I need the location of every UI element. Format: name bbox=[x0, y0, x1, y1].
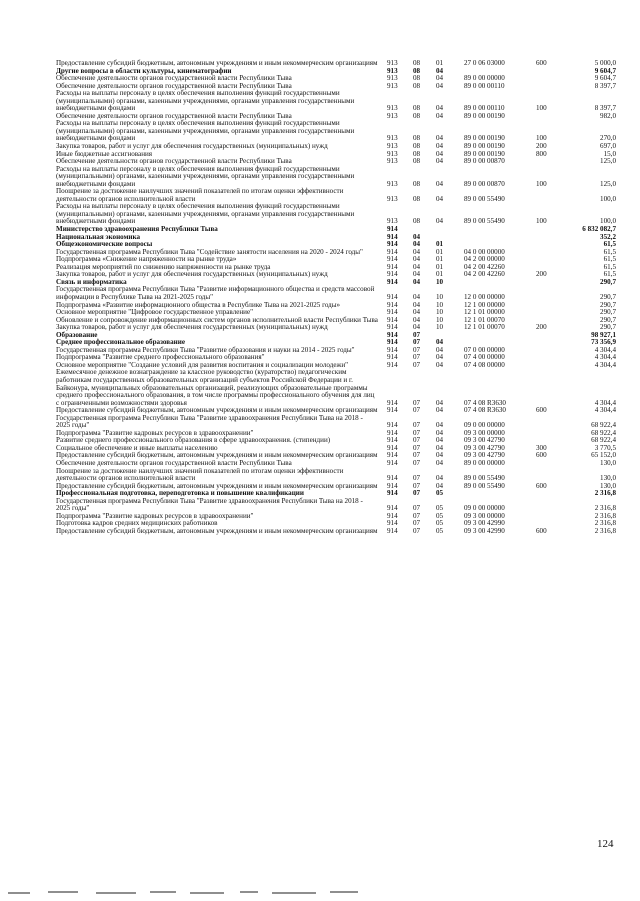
pr-cell: 04 bbox=[436, 398, 444, 407]
row-name: Обеспечение деятельности органов государственной власти Республики Тыва bbox=[56, 74, 292, 83]
row-name: Среднее профессиональное образование bbox=[56, 338, 185, 347]
ved-cell: 914 bbox=[387, 255, 398, 264]
pr-cell: 05 bbox=[436, 526, 444, 535]
amount-cell: 2 316,8 bbox=[594, 519, 616, 528]
amount-cell: 697,0 bbox=[600, 142, 616, 151]
row-name: Расходы на выплаты персоналу в целях обеспечения выполнения функций государственными (муниципальными) органами, казенными учреждениями, органами управления государственными внебюджетными фондами bbox=[56, 119, 355, 143]
pr-cell: 04 bbox=[436, 179, 444, 188]
amount-cell: 68 922,4 bbox=[591, 436, 616, 445]
rz-cell: 07 bbox=[413, 330, 421, 339]
row-name: Ежемесячное денежное вознаграждение за классное руководство (кураторство) педагогическим работникам государственных образовательных организаций субъектов Российской Федерации и г. Байконура, муниципальных образовательных организаций, реализующих образовательные программы среднего профессионального образования, в том числе программы профессионального обучения для лиц с ограниченными возможностями здоровья bbox=[56, 368, 375, 407]
pr-cell: 04 bbox=[436, 353, 444, 362]
rz-cell: 04 bbox=[413, 300, 421, 309]
ved-cell: 914 bbox=[387, 474, 398, 483]
table-row bbox=[56, 415, 616, 430]
rz-cell: 07 bbox=[413, 451, 421, 460]
csr-cell: 04 2 00 42260 bbox=[464, 270, 505, 279]
csr-cell: 12 1 01 00070 bbox=[464, 315, 505, 324]
amount-cell: 9 604,7 bbox=[594, 74, 616, 83]
pr-cell: 04 bbox=[436, 81, 444, 90]
amount-cell: 2 316,8 bbox=[594, 504, 616, 513]
pr-cell: 04 bbox=[436, 428, 444, 437]
csr-cell: 89 0 00 00870 bbox=[464, 179, 505, 188]
ved-cell: 913 bbox=[387, 111, 398, 120]
table-row bbox=[56, 166, 616, 189]
ved-cell: 914 bbox=[387, 247, 398, 256]
csr-cell: 89 0 00 55490 bbox=[464, 481, 505, 490]
csr-cell: 04 2 00 42260 bbox=[464, 262, 505, 271]
table-row bbox=[56, 188, 616, 203]
amount-cell: 982,0 bbox=[600, 111, 616, 120]
csr-cell: 09 3 00 00000 bbox=[464, 428, 505, 437]
ved-cell: 914 bbox=[387, 300, 398, 309]
csr-cell: 12 1 01 00000 bbox=[464, 308, 505, 317]
row-name: Подпрограмма «Развитие информационного общества в Республике Тыва на 2021-2025 годы» bbox=[56, 300, 341, 309]
csr-cell: 89 0 00 55490 bbox=[464, 217, 505, 226]
csr-cell: 89 0 00 55490 bbox=[464, 474, 505, 483]
ved-cell: 914 bbox=[387, 489, 398, 498]
row-name: Расходы на выплаты персоналу в целях обеспечения выполнения функций государственными (муниципальными) органами, казенными учреждениями, органами управления государственными внебюджетными фондами bbox=[56, 164, 355, 188]
row-name: Обеспечение деятельности органов государственной власти Республики Тыва bbox=[56, 111, 292, 120]
table-row bbox=[56, 468, 616, 483]
row-name: Подготовка кадров средних медицинских работников bbox=[56, 519, 218, 528]
amount-cell: 6 832 082,7 bbox=[582, 225, 616, 234]
ved-cell: 913 bbox=[387, 149, 398, 158]
vr-cell: 600 bbox=[536, 526, 547, 535]
rz-cell: 07 bbox=[413, 474, 421, 483]
row-name: Подпрограмма «Снижение напряженности на рынке труда» bbox=[56, 255, 237, 264]
amount-cell: 9 604,7 bbox=[594, 66, 616, 75]
amount-cell: 125,0 bbox=[600, 179, 616, 188]
ved-cell: 913 bbox=[387, 81, 398, 90]
pr-cell: 04 bbox=[436, 149, 444, 158]
rz-cell: 07 bbox=[413, 421, 421, 430]
ved-cell: 914 bbox=[387, 481, 398, 490]
pr-cell: 05 bbox=[436, 519, 444, 528]
ved-cell: 914 bbox=[387, 428, 398, 437]
ved-cell: 913 bbox=[387, 74, 398, 83]
row-name: Предоставление субсидий бюджетным, автономным учреждениям и иным некоммерческим организациям bbox=[56, 451, 378, 460]
row-name: Другие вопросы в области культуры, кинематографии bbox=[56, 66, 232, 75]
table-row bbox=[56, 226, 616, 234]
vr-cell: 600 bbox=[536, 481, 547, 490]
csr-cell: 09 3 00 42790 bbox=[464, 443, 505, 452]
pr-cell: 05 bbox=[436, 489, 444, 498]
row-name: Закупка товаров, работ и услуг для обеспечения государственных (муниципальных) нужд bbox=[56, 270, 328, 279]
row-name: Государственная программа Республики Тыва "Развитие здравоохранения Республики Тыва на 2018 - 2025 годы" bbox=[56, 413, 363, 430]
csr-cell: 04 0 00 00000 bbox=[464, 247, 505, 256]
csr-cell: 09 3 00 42790 bbox=[464, 451, 505, 460]
pr-cell: 04 bbox=[436, 104, 444, 113]
rz-cell: 08 bbox=[413, 157, 421, 166]
rz-cell: 04 bbox=[413, 323, 421, 332]
amount-cell: 68 922,4 bbox=[591, 421, 616, 430]
pr-cell: 04 bbox=[436, 74, 444, 83]
csr-cell: 04 2 00 00000 bbox=[464, 255, 505, 264]
ved-cell: 913 bbox=[387, 179, 398, 188]
csr-cell: 89 0 00 00870 bbox=[464, 157, 505, 166]
vr-cell: 600 bbox=[536, 406, 547, 415]
amount-cell: 98 927,1 bbox=[591, 330, 616, 339]
table-row bbox=[56, 90, 616, 113]
amount-cell: 61,5 bbox=[603, 240, 616, 249]
csr-cell: 89 0 00 00000 bbox=[464, 458, 505, 467]
amount-cell: 61,5 bbox=[603, 262, 616, 271]
vr-cell: 200 bbox=[536, 323, 547, 332]
rz-cell: 07 bbox=[413, 353, 421, 362]
rz-cell: 08 bbox=[413, 149, 421, 158]
amount-cell: 65 152,0 bbox=[591, 451, 616, 460]
row-name: Предоставление субсидий бюджетным, автономным учреждениям и иным некоммерческим организациям bbox=[56, 481, 378, 490]
amount-cell: 4 304,4 bbox=[594, 406, 616, 415]
csr-cell: 89 0 00 00190 bbox=[464, 149, 505, 158]
row-name: Предоставление субсидий бюджетным, автономным учреждениям и иным некоммерческим организациям bbox=[56, 59, 378, 67]
amount-cell: 68 922,4 bbox=[591, 428, 616, 437]
rz-cell: 04 bbox=[413, 292, 421, 301]
amount-cell: 100,0 bbox=[600, 194, 616, 203]
ved-cell: 914 bbox=[387, 262, 398, 271]
rz-cell: 07 bbox=[413, 489, 421, 498]
amount-cell: 290,7 bbox=[600, 315, 616, 324]
amount-cell: 73 356,9 bbox=[591, 338, 616, 347]
ved-cell: 914 bbox=[387, 511, 398, 520]
pr-cell: 05 bbox=[436, 511, 444, 520]
amount-cell: 61,5 bbox=[603, 255, 616, 264]
pr-cell: 01 bbox=[436, 255, 444, 264]
rz-cell: 08 bbox=[413, 59, 421, 67]
pr-cell: 04 bbox=[436, 481, 444, 490]
amount-cell: 290,7 bbox=[600, 277, 616, 286]
row-name: Государственная программа Республики Тыва "Развитие здравоохранения Республики Тыва на 2018 - 2025 годы" bbox=[56, 496, 363, 513]
ved-cell: 914 bbox=[387, 308, 398, 317]
pr-cell: 10 bbox=[436, 308, 444, 317]
ved-cell: 914 bbox=[387, 315, 398, 324]
ved-cell: 914 bbox=[387, 519, 398, 528]
pr-cell: 10 bbox=[436, 292, 444, 301]
row-name: Расходы на выплаты персоналу в целях обеспечения выполнения функций государственными (муниципальными) органами, казенными учреждениями, органами управления государственными внебюджетными фондами bbox=[56, 89, 355, 113]
ved-cell: 914 bbox=[387, 338, 398, 347]
vr-cell: 200 bbox=[536, 142, 547, 151]
amount-cell: 4 304,4 bbox=[594, 360, 616, 369]
ved-cell: 914 bbox=[387, 330, 398, 339]
row-name: Подпрограмма "Развитие среднего профессионального образования" bbox=[56, 353, 265, 362]
rz-cell: 08 bbox=[413, 81, 421, 90]
row-name: Образование bbox=[56, 330, 98, 339]
amount-cell: 2 316,8 bbox=[594, 489, 616, 498]
csr-cell: 09 3 00 42990 bbox=[464, 526, 505, 535]
amount-cell: 290,7 bbox=[600, 308, 616, 317]
row-name: Поощрение за достижение наилучших значений показателей по итогам оценки эффективности деятельности органов исполнительной власти bbox=[56, 187, 344, 203]
pr-cell: 10 bbox=[436, 300, 444, 309]
row-name: Закупка товаров, работ и услуг для обеспечения государственных (муниципальных) нужд bbox=[56, 142, 328, 151]
row-name: Министерство здравоохранения Республики Тыва bbox=[56, 225, 218, 234]
row-name: Общеэкономические вопросы bbox=[56, 240, 153, 249]
ved-cell: 913 bbox=[387, 104, 398, 113]
pr-cell: 10 bbox=[436, 323, 444, 332]
ved-cell: 913 bbox=[387, 59, 398, 67]
csr-cell: 89 0 00 00190 bbox=[464, 111, 505, 120]
amount-cell: 2 316,8 bbox=[594, 511, 616, 520]
pr-cell: 04 bbox=[436, 474, 444, 483]
csr-cell: 07 4 00 00000 bbox=[464, 353, 505, 362]
row-name: Подпрограмма "Развитие кадровых ресурсов в здравоохранении" bbox=[56, 511, 254, 520]
csr-cell: 89 0 00 00190 bbox=[464, 142, 505, 151]
rz-cell: 08 bbox=[413, 111, 421, 120]
ved-cell: 914 bbox=[387, 504, 398, 513]
table-row bbox=[56, 324, 616, 332]
row-name: Реализация мероприятий по снижению напряженности на рынке труда bbox=[56, 262, 271, 271]
row-name: Профессиональная подготовка, переподготовка и повышение квалификации bbox=[56, 489, 304, 498]
rz-cell: 04 bbox=[413, 315, 421, 324]
rz-cell: 07 bbox=[413, 526, 421, 535]
ved-cell: 914 bbox=[387, 458, 398, 467]
ved-cell: 914 bbox=[387, 292, 398, 301]
pr-cell: 01 bbox=[436, 59, 444, 67]
row-name: Предоставление субсидий бюджетным, автономным учреждениям и иным некоммерческим организациям bbox=[56, 526, 378, 535]
row-name: Основное мероприятие "Создание условий для развития воспитания и социализации молодежи" bbox=[56, 360, 349, 369]
vr-cell: 200 bbox=[536, 270, 547, 279]
row-name: Социальное обеспечение и иные выплаты населению bbox=[56, 443, 218, 452]
pr-cell: 10 bbox=[436, 315, 444, 324]
table-row bbox=[56, 203, 616, 226]
pr-cell: 04 bbox=[436, 111, 444, 120]
row-name: Государственная программа Республики Тыва "Развитие информационного общества и средств массовой информации в Республике Тыва на 2021-2025 годы" bbox=[56, 285, 375, 301]
amount-cell: 3 770,5 bbox=[594, 443, 616, 452]
rz-cell: 07 bbox=[413, 398, 421, 407]
amount-cell: 8 397,7 bbox=[594, 104, 616, 113]
pr-cell: 04 bbox=[436, 436, 444, 445]
vr-cell: 100 bbox=[536, 134, 547, 143]
row-name: Обновление и сопровождение информационных систем органов исполнительной власти Республики Тыва bbox=[56, 315, 378, 324]
csr-cell: 27 0 06 03000 bbox=[464, 59, 505, 67]
ved-cell: 913 bbox=[387, 142, 398, 151]
rz-cell: 07 bbox=[413, 504, 421, 513]
row-name: Подпрограмма "Развитие кадровых ресурсов в здравоохранении" bbox=[56, 428, 254, 437]
rz-cell: 04 bbox=[413, 270, 421, 279]
pr-cell: 04 bbox=[436, 458, 444, 467]
rz-cell: 07 bbox=[413, 481, 421, 490]
rz-cell: 07 bbox=[413, 345, 421, 354]
amount-cell: 290,7 bbox=[600, 323, 616, 332]
ved-cell: 914 bbox=[387, 526, 398, 535]
rz-cell: 04 bbox=[413, 255, 421, 264]
row-name: Предоставление субсидий бюджетным, автономным учреждениям и иным некоммерческим организациям bbox=[56, 406, 378, 415]
rz-cell: 08 bbox=[413, 74, 421, 83]
vr-cell: 100 bbox=[536, 179, 547, 188]
csr-cell: 89 0 00 00000 bbox=[464, 74, 505, 83]
ved-cell: 913 bbox=[387, 217, 398, 226]
csr-cell: 89 0 00 00110 bbox=[464, 104, 505, 113]
rz-cell: 07 bbox=[413, 436, 421, 445]
table-row bbox=[56, 369, 616, 407]
amount-cell: 5 000,0 bbox=[594, 59, 616, 67]
row-name: Обеспечение деятельности органов государственной власти Республики Тыва bbox=[56, 458, 292, 467]
csr-cell: 09 3 00 42790 bbox=[464, 436, 505, 445]
ved-cell: 913 bbox=[387, 157, 398, 166]
amount-cell: 4 304,4 bbox=[594, 398, 616, 407]
pr-cell: 04 bbox=[436, 451, 444, 460]
csr-cell: 09 0 00 00000 bbox=[464, 504, 505, 513]
rz-cell: 04 bbox=[413, 308, 421, 317]
ved-cell: 914 bbox=[387, 345, 398, 354]
rz-cell: 08 bbox=[413, 66, 421, 75]
row-name: Основное мероприятие "Цифровое государственное управление" bbox=[56, 308, 254, 317]
rz-cell: 08 bbox=[413, 217, 421, 226]
ved-cell: 913 bbox=[387, 134, 398, 143]
row-name: Связь и информатика bbox=[56, 277, 127, 286]
pr-cell: 04 bbox=[436, 157, 444, 166]
ved-cell: 913 bbox=[387, 66, 398, 75]
csr-cell: 89 0 00 00110 bbox=[464, 81, 505, 90]
pr-cell: 04 bbox=[436, 338, 444, 347]
ved-cell: 914 bbox=[387, 360, 398, 369]
ved-cell: 914 bbox=[387, 277, 398, 286]
csr-cell: 89 0 00 00190 bbox=[464, 134, 505, 143]
pr-cell: 04 bbox=[436, 443, 444, 452]
vr-cell: 600 bbox=[536, 59, 547, 67]
table-row bbox=[56, 528, 616, 536]
ved-cell: 914 bbox=[387, 225, 398, 234]
csr-cell: 12 1 00 00000 bbox=[464, 300, 505, 309]
rz-cell: 07 bbox=[413, 519, 421, 528]
ved-cell: 914 bbox=[387, 421, 398, 430]
rz-cell: 08 bbox=[413, 104, 421, 113]
amount-cell: 4 304,4 bbox=[594, 345, 616, 354]
pr-cell: 04 bbox=[436, 142, 444, 151]
page-number: 124 bbox=[597, 838, 614, 850]
amount-cell: 125,0 bbox=[600, 157, 616, 166]
csr-cell: 09 3 00 42990 bbox=[464, 519, 505, 528]
rz-cell: 08 bbox=[413, 134, 421, 143]
pr-cell: 04 bbox=[436, 134, 444, 143]
amount-cell: 130,0 bbox=[600, 458, 616, 467]
pr-cell: 04 bbox=[436, 421, 444, 430]
amount-cell: 130,0 bbox=[600, 481, 616, 490]
csr-cell: 07 0 00 00000 bbox=[464, 345, 505, 354]
row-name: Развитие среднего профессионального образования в сфере здравоохранения. (стипендии) bbox=[56, 436, 331, 445]
amount-cell: 61,5 bbox=[603, 247, 616, 256]
rz-cell: 04 bbox=[413, 240, 421, 249]
ved-cell: 914 bbox=[387, 436, 398, 445]
pr-cell: 01 bbox=[436, 262, 444, 271]
ved-cell: 914 bbox=[387, 451, 398, 460]
amount-cell: 100,0 bbox=[600, 217, 616, 226]
rz-cell: 07 bbox=[413, 511, 421, 520]
amount-cell: 4 304,4 bbox=[594, 353, 616, 362]
ved-cell: 914 bbox=[387, 323, 398, 332]
ved-cell: 914 bbox=[387, 353, 398, 362]
ved-cell: 914 bbox=[387, 398, 398, 407]
pr-cell: 01 bbox=[436, 270, 444, 279]
row-name: Обеспечение деятельности органов государственной власти Республики Тыва bbox=[56, 81, 292, 90]
table-row bbox=[56, 286, 616, 301]
pr-cell: 01 bbox=[436, 240, 444, 249]
amount-cell: 352,2 bbox=[600, 232, 616, 241]
row-name: Обеспечение деятельности органов государственной власти Республики Тыва bbox=[56, 157, 292, 166]
pr-cell: 04 bbox=[436, 406, 444, 415]
pr-cell: 04 bbox=[436, 66, 444, 75]
budget-table bbox=[56, 60, 616, 535]
vr-cell: 600 bbox=[536, 451, 547, 460]
row-name: Национальная экономика bbox=[56, 232, 141, 241]
vr-cell: 100 bbox=[536, 217, 547, 226]
ved-cell: 914 bbox=[387, 406, 398, 415]
vr-cell: 800 bbox=[536, 149, 547, 158]
row-name: Иные бюджетные ассигнования bbox=[56, 149, 153, 158]
rz-cell: 08 bbox=[413, 179, 421, 188]
pr-cell: 05 bbox=[436, 504, 444, 513]
rz-cell: 07 bbox=[413, 458, 421, 467]
row-name: Государственная программа Республики Тыва "Содействие занятости населения на 2020 - 2024 годы" bbox=[56, 247, 363, 256]
ved-cell: 913 bbox=[387, 194, 398, 203]
rz-cell: 08 bbox=[413, 194, 421, 203]
csr-cell: 07 4 08 R3630 bbox=[464, 398, 506, 407]
rz-cell: 07 bbox=[413, 360, 421, 369]
row-name: Расходы на выплаты персоналу в целях обеспечения выполнения функций государственными (муниципальными) органами, казенными учреждениями, органами управления государственными внебюджетными фондами bbox=[56, 202, 355, 226]
ved-cell: 914 bbox=[387, 232, 398, 241]
ved-cell: 914 bbox=[387, 443, 398, 452]
ved-cell: 914 bbox=[387, 270, 398, 279]
row-name: Государственная программа Республики Тыва "Развитие образования и науки на 2014 - 2025 годы" bbox=[56, 345, 355, 354]
rz-cell: 04 bbox=[413, 247, 421, 256]
csr-cell: 12 0 00 00000 bbox=[464, 292, 505, 301]
pr-cell: 10 bbox=[436, 277, 444, 286]
vr-cell: 300 bbox=[536, 443, 547, 452]
vr-cell: 100 bbox=[536, 104, 547, 113]
pr-cell: 04 bbox=[436, 345, 444, 354]
csr-cell: 12 1 01 00070 bbox=[464, 323, 505, 332]
rz-cell: 04 bbox=[413, 232, 421, 241]
pr-cell: 04 bbox=[436, 360, 444, 369]
table-row bbox=[56, 271, 616, 279]
rz-cell: 04 bbox=[413, 277, 421, 286]
row-name: Поощрение за достижение наилучших значений показателей по итогам оценки эффективности деятельности органов исполнительной власти bbox=[56, 466, 344, 483]
amount-cell: 2 316,8 bbox=[594, 526, 616, 535]
amount-cell: 290,7 bbox=[600, 292, 616, 301]
pr-cell: 04 bbox=[436, 217, 444, 226]
table-row bbox=[56, 498, 616, 513]
pr-cell: 04 bbox=[436, 194, 444, 203]
pr-cell: 01 bbox=[436, 247, 444, 256]
ved-cell: 914 bbox=[387, 240, 398, 249]
rz-cell: 07 bbox=[413, 443, 421, 452]
rz-cell: 07 bbox=[413, 338, 421, 347]
amount-cell: 61,5 bbox=[603, 270, 616, 279]
amount-cell: 8 397,7 bbox=[594, 81, 616, 90]
amount-cell: 15,0 bbox=[603, 149, 616, 158]
scan-edge-marks bbox=[0, 888, 640, 898]
amount-cell: 130,0 bbox=[600, 474, 616, 483]
csr-cell: 89 0 00 55490 bbox=[464, 194, 505, 203]
csr-cell: 09 0 00 00000 bbox=[464, 421, 505, 430]
rz-cell: 08 bbox=[413, 142, 421, 151]
rz-cell: 07 bbox=[413, 428, 421, 437]
table-row bbox=[56, 120, 616, 143]
amount-cell: 290,7 bbox=[600, 300, 616, 309]
rz-cell: 07 bbox=[413, 406, 421, 415]
csr-cell: 09 3 00 00000 bbox=[464, 511, 505, 520]
csr-cell: 07 4 08 R3630 bbox=[464, 406, 506, 415]
amount-cell: 270,0 bbox=[600, 134, 616, 143]
rz-cell: 04 bbox=[413, 262, 421, 271]
row-name: Закупка товаров, работ и услуг для обеспечения государственных (муниципальных) нужд bbox=[56, 323, 328, 332]
csr-cell: 07 4 08 00000 bbox=[464, 360, 505, 369]
